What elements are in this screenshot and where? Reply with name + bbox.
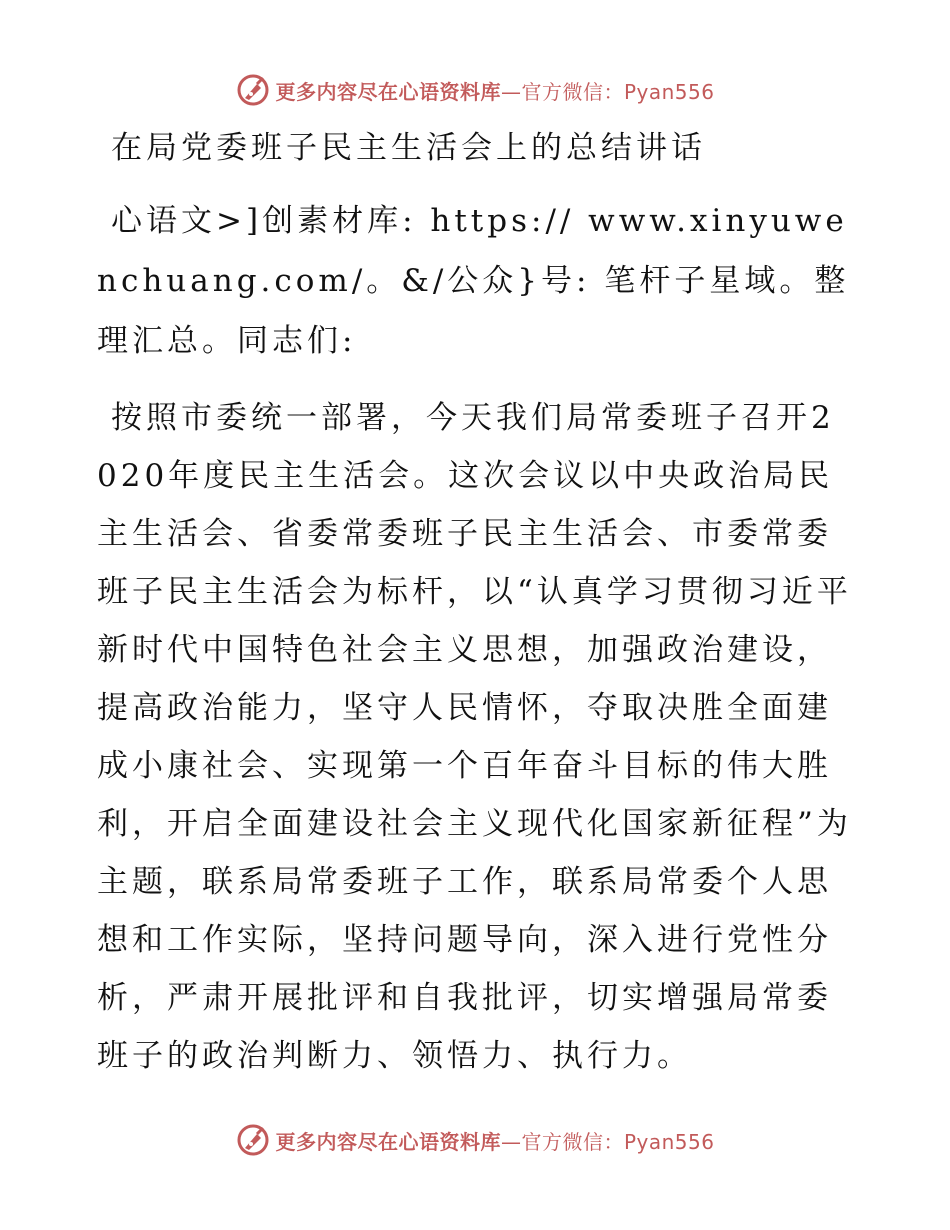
banner-main-text: 更多内容尽在心语资料库 <box>275 79 501 104</box>
source-line: 心语文>]创素材库: https:// www.xinyuwenchuang.com/。&/公众}号: 笔杆子星域。整理汇总。同志们: <box>97 203 850 359</box>
banner-text <box>275 1126 714 1155</box>
banner-tail-text: —官方微信：Pyan556 <box>500 1129 715 1154</box>
pen-logo-icon <box>235 72 271 108</box>
document-title: 在局党委班子民主生活会上的总结讲话 <box>111 130 706 166</box>
banner-main-text: 更多内容尽在心语资料库 <box>275 1129 501 1154</box>
pen-logo-icon <box>235 1122 271 1158</box>
banner-tail-text: —官方微信：Pyan556 <box>500 79 715 104</box>
banner-text <box>275 76 714 105</box>
header-banner <box>0 70 950 110</box>
body-paragraph: 按照市委统一部署，今天我们局常委班子召开2020年度民主生活会。这次会议以中央政治局民主生活会、省委常委班子民主生活会、市委常委班子民主生活会为标杆，以“认真学习贯彻习近平新时代中国特色社会主义思想，加强政治建设，提高政治能力，坚守人民情怀，夺取决胜全面建成小康社会、实现第一个百年奋斗目标的伟大胜利，开启全面建设社会主义现代化国家新征程”为主题，联系局常委班子工作，联系局常委个人思想和工作实际，坚持问题导向，深入进行党性分析，严肃开展批评和自我批评，切实增强局常委班子的政治判断力、领悟力、执行力。 <box>97 400 852 1074</box>
footer-banner <box>0 1120 950 1160</box>
header-banner-inner <box>235 72 714 108</box>
document-body <box>97 125 857 1095</box>
footer-banner-inner <box>235 1122 714 1158</box>
